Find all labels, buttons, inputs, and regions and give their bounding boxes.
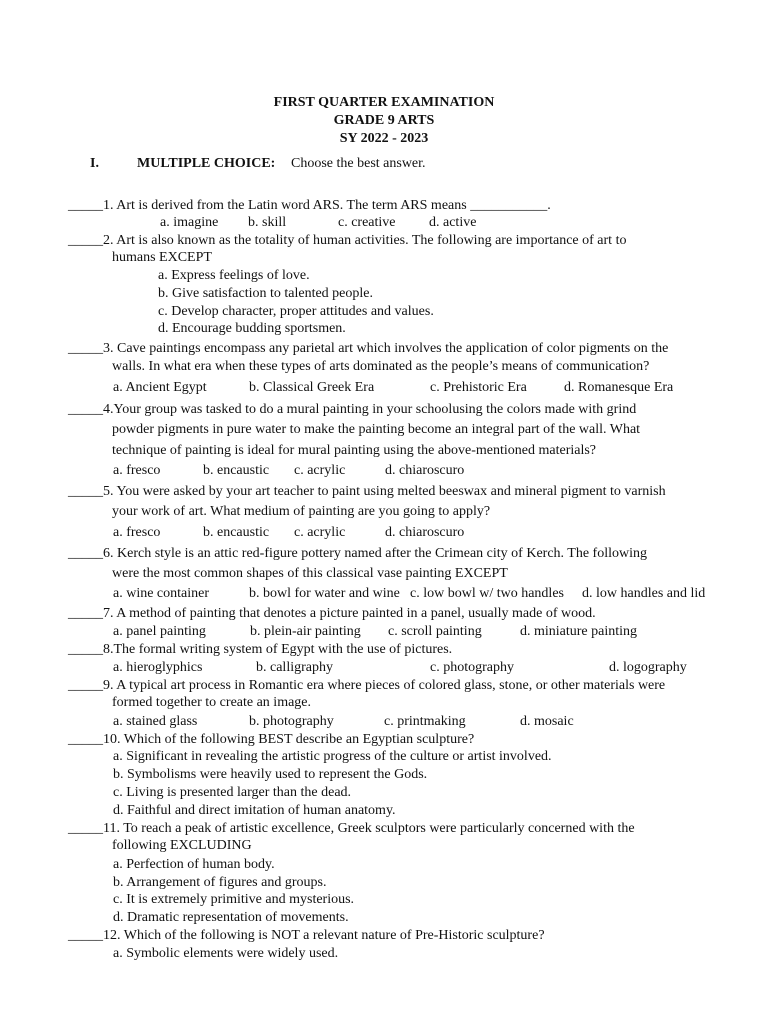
q2-choice-a: a. Express feelings of love. — [158, 268, 310, 283]
q5-choice-d: d. chiaroscuro — [385, 525, 465, 540]
q10-choice-d: d. Faithful and direct imitation of human anatomy. — [113, 803, 396, 818]
q8-choice-c: c. photography — [430, 660, 514, 675]
q12-choice-a: a. Symbolic elements were widely used. — [113, 946, 339, 961]
question-4-line-3: technique of painting is ideal for mural painting using the above-mentioned materials? — [112, 443, 597, 458]
q7-choice-d: d. miniature painting — [520, 624, 638, 639]
question-3-line-2: walls. In what era when these types of arts dominated as the people’s means of communication? — [112, 359, 650, 374]
section-numeral: I. — [90, 156, 99, 171]
question-2-line-2: humans EXCEPT — [112, 250, 212, 265]
q5-choice-c: c. acrylic — [294, 525, 346, 540]
q8-choice-d: d. logography — [609, 660, 687, 675]
question-4-line-1: _____4.Your group was tasked to do a mural painting in your schoolusing the colors made with grind — [68, 402, 637, 417]
question-1-line-1: _____1. Art is derived from the Latin word ARS. The term ARS means ___________. — [68, 198, 551, 213]
q7-choice-a: a. panel painting — [113, 624, 206, 639]
section-heading: MULTIPLE CHOICE: — [137, 156, 276, 171]
q3-choice-c: c. Prehistoric Era — [430, 380, 527, 395]
question-4-line-2: powder pigments in pure water to make the painting become an integral part of the wall. What — [112, 422, 641, 437]
exam-title: FIRST QUARTER EXAMINATION — [273, 95, 495, 110]
question-12-line-1: _____12. Which of the following is NOT a relevant nature of Pre-Historic sculpture? — [68, 928, 545, 943]
q4-choice-a: a. fresco — [113, 463, 161, 478]
q4-choice-d: d. chiaroscuro — [385, 463, 465, 478]
q1-choice-d: d. active — [429, 215, 477, 230]
school-year: SY 2022 - 2023 — [339, 131, 429, 146]
q6-choice-b: b. bowl for water and wine — [249, 586, 400, 601]
question-5-line-2: your work of art. What medium of painting are you going to apply? — [112, 504, 491, 519]
q9-choice-d: d. mosaic — [520, 714, 574, 729]
q2-choice-b: b. Give satisfaction to talented people. — [158, 286, 373, 301]
question-8-line-1: _____8.The formal writing system of Egypt with the use of pictures. — [68, 642, 453, 657]
q10-choice-c: c. Living is presented larger than the dead. — [113, 785, 352, 800]
q7-choice-b: b. plein-air painting — [250, 624, 361, 639]
q5-choice-a: a. fresco — [113, 525, 161, 540]
q4-choice-b: b. encaustic — [203, 463, 270, 478]
question-9-line-2: formed together to create an image. — [112, 695, 312, 710]
q11-choice-a: a. Perfection of human body. — [113, 857, 275, 872]
question-2-line-1: _____2. Art is also known as the totality of human activities. The following are importance of art to — [68, 233, 627, 248]
q1-choice-c: c. creative — [338, 215, 396, 230]
question-3-line-1: _____3. Cave paintings encompass any parietal art which involves the application of color pigments on the — [68, 341, 669, 356]
question-9-line-1: _____9. A typical art process in Romantic era where pieces of colored glass, stone, or other materials were — [68, 678, 666, 693]
q8-choice-a: a. hieroglyphics — [113, 660, 203, 675]
q9-choice-a: a. stained glass — [113, 714, 198, 729]
q6-choice-d: d. low handles and lid — [582, 586, 706, 601]
q6-choice-a: a. wine container — [113, 586, 210, 601]
q3-choice-d: d. Romanesque Era — [564, 380, 674, 395]
q11-choice-d: d. Dramatic representation of movements. — [113, 910, 349, 925]
question-6-line-1: _____6. Kerch style is an attic red-figure pottery named after the Crimean city of Kerch. The following — [68, 546, 647, 561]
q10-choice-a: a. Significant in revealing the artistic progress of the culture or artist involved. — [113, 749, 552, 764]
q1-choice-a: a. imagine — [160, 215, 219, 230]
question-11-line-1: _____11. To reach a peak of artistic excellence, Greek sculptors were particularly concerned with the — [68, 821, 635, 836]
section-instruction: Choose the best answer. — [291, 156, 426, 171]
question-10-line-1: _____10. Which of the following BEST describe an Egyptian sculpture? — [68, 732, 475, 747]
q8-choice-b: b. calligraphy — [256, 660, 333, 675]
q11-choice-c: c. It is extremely primitive and mysterious. — [113, 892, 355, 907]
q9-choice-b: b. photography — [249, 714, 334, 729]
question-7-line-1: _____7. A method of painting that denotes a picture painted in a panel, usually made of wood. — [68, 606, 596, 621]
q1-choice-b: b. skill — [248, 215, 287, 230]
q11-choice-b: b. Arrangement of figures and groups. — [113, 875, 327, 890]
question-11-line-2: following EXCLUDING — [112, 838, 252, 853]
q2-choice-d: d. Encourage budding sportsmen. — [158, 321, 346, 336]
q3-choice-a: a. Ancient Egypt — [113, 380, 207, 395]
q10-choice-b: b. Symbolisms were heavily used to represent the Gods. — [113, 767, 428, 782]
question-6-line-2: were the most common shapes of this classical vase painting EXCEPT — [112, 566, 508, 581]
q7-choice-c: c. scroll painting — [388, 624, 482, 639]
question-5-line-1: _____5. You were asked by your art teacher to paint using melted beeswax and mineral pigment to varnish — [68, 484, 666, 499]
q6-choice-c: c. low bowl w/ two handles — [410, 586, 564, 601]
q5-choice-b: b. encaustic — [203, 525, 270, 540]
q9-choice-c: c. printmaking — [384, 714, 466, 729]
q3-choice-b: b. Classical Greek Era — [249, 380, 375, 395]
exam-subtitle: GRADE 9 ARTS — [333, 113, 435, 128]
q2-choice-c: c. Develop character, proper attitudes and values. — [158, 304, 434, 319]
q4-choice-c: c. acrylic — [294, 463, 346, 478]
